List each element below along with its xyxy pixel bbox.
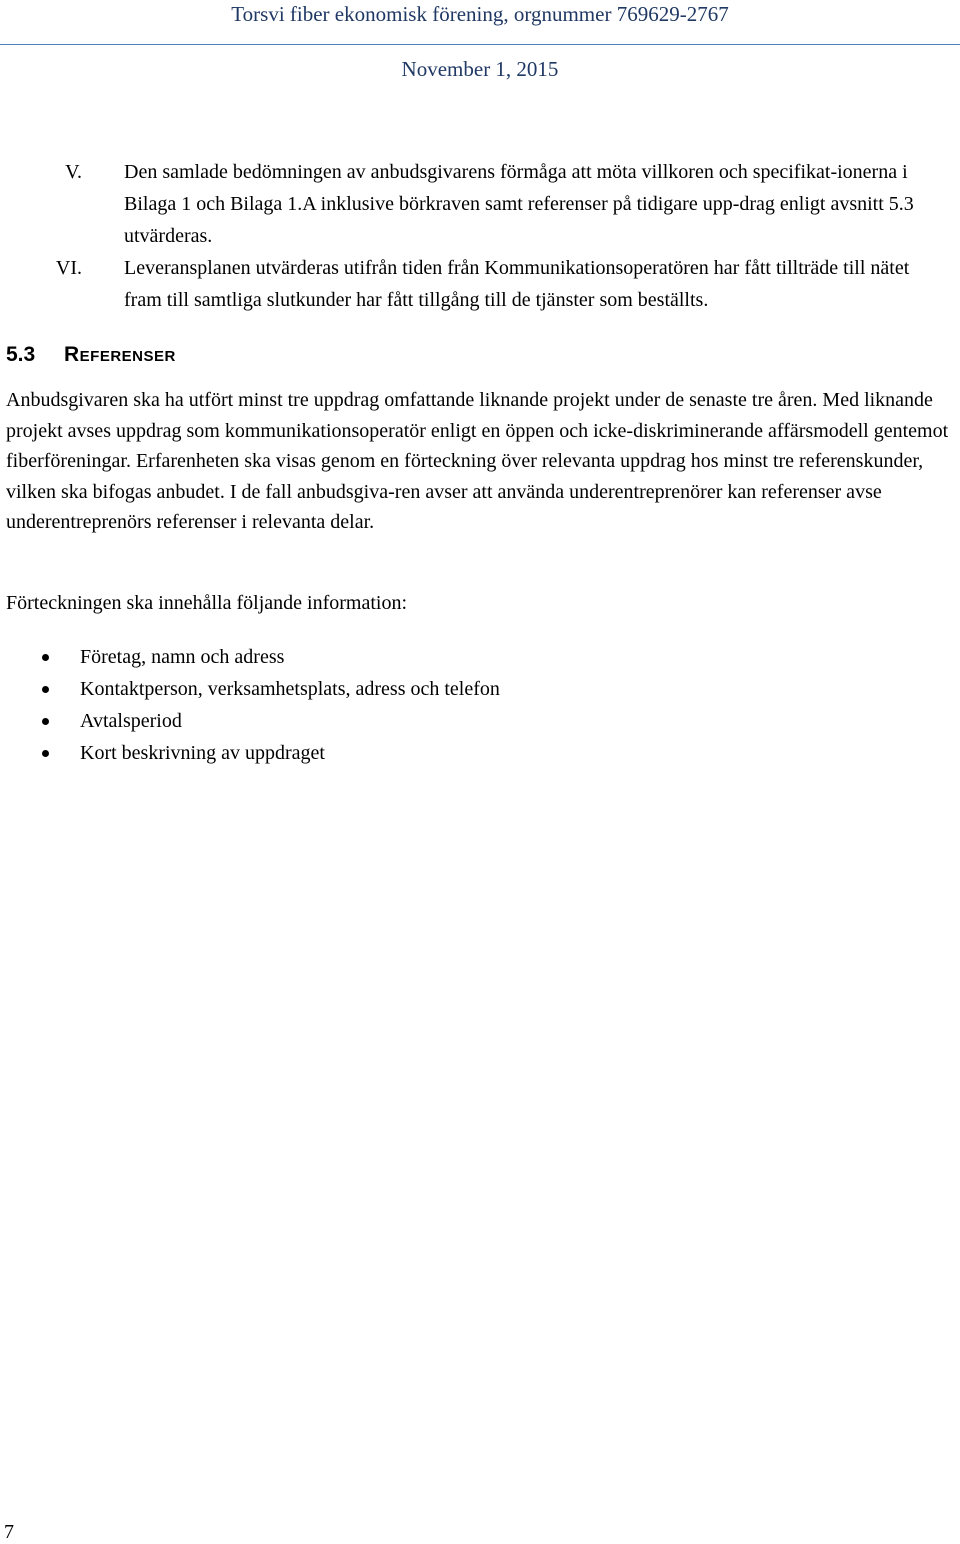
bullet-item	[0, 673, 960, 705]
bullet-item	[0, 737, 960, 769]
bullet-icon	[42, 654, 49, 661]
list-item-number: VI.	[55, 257, 82, 279]
section-number: 5.3	[6, 343, 36, 366]
section-heading	[6, 341, 176, 369]
bullet-text: Kontaktperson, verksamhetsplats, adress och telefon	[80, 678, 500, 700]
page-number: 7	[4, 1521, 14, 1543]
list-item-text: Leveransplanen utvärderas utifrån tiden från Kommunikationsoperatören har fått tillträde till nätet fram till samtliga slutkunder har fått tillgång till de tjänster som beställts.	[124, 257, 910, 311]
bullet-text: Företag, namn och adress	[80, 646, 285, 668]
evaluation-criteria-list	[0, 156, 960, 316]
list-item	[0, 252, 960, 316]
list-item-text: Den samlade bedömningen av anbudsgivarens förmåga att möta villkoren och specifikat-ionerna i Bilaga 1 och Bilaga 1.A inklusive börkraven samt referenser på tidigare upp-drag enligt avsnitt 5.3 utvärderas.	[124, 161, 914, 247]
bullet-icon	[42, 686, 49, 693]
list-item	[0, 156, 960, 252]
bullet-item	[0, 705, 960, 737]
bullet-item	[0, 641, 960, 673]
bullet-icon	[42, 750, 49, 757]
list-item-number: V.	[65, 161, 82, 183]
bullet-text: Avtalsperiod	[80, 710, 182, 732]
header-divider	[0, 44, 960, 45]
bullet-text: Kort beskrivning av uppdraget	[80, 742, 325, 764]
section-title: Referenser	[64, 343, 176, 366]
bullet-icon	[42, 718, 49, 725]
header-date: November 1, 2015	[401, 57, 559, 81]
header-title: Torsvi fiber ekonomisk förening, orgnummer 769629-2767	[231, 2, 729, 26]
list-intro-paragraph: Förteckningen ska innehålla följande information:	[6, 592, 407, 614]
references-paragraph: Anbudsgivaren ska ha utfört minst tre uppdrag omfattande liknande projekt under de senaste tre åren. Med liknande projekt avses uppdrag som kommunikationsoperatör enligt en öppen och icke-diskriminerande affärsmodell gentemot fiberföreningar. Erfarenheten ska visas genom en förteckning över relevanta uppdrag hos minst tre referenskunder, vilken ska bifogas anbudet. I de fall anbudsgiva-ren avser att använda underentreprenörer kan referenser avse underentreprenörs referenser i relevanta delar.	[6, 389, 949, 533]
required-info-list	[0, 641, 960, 769]
